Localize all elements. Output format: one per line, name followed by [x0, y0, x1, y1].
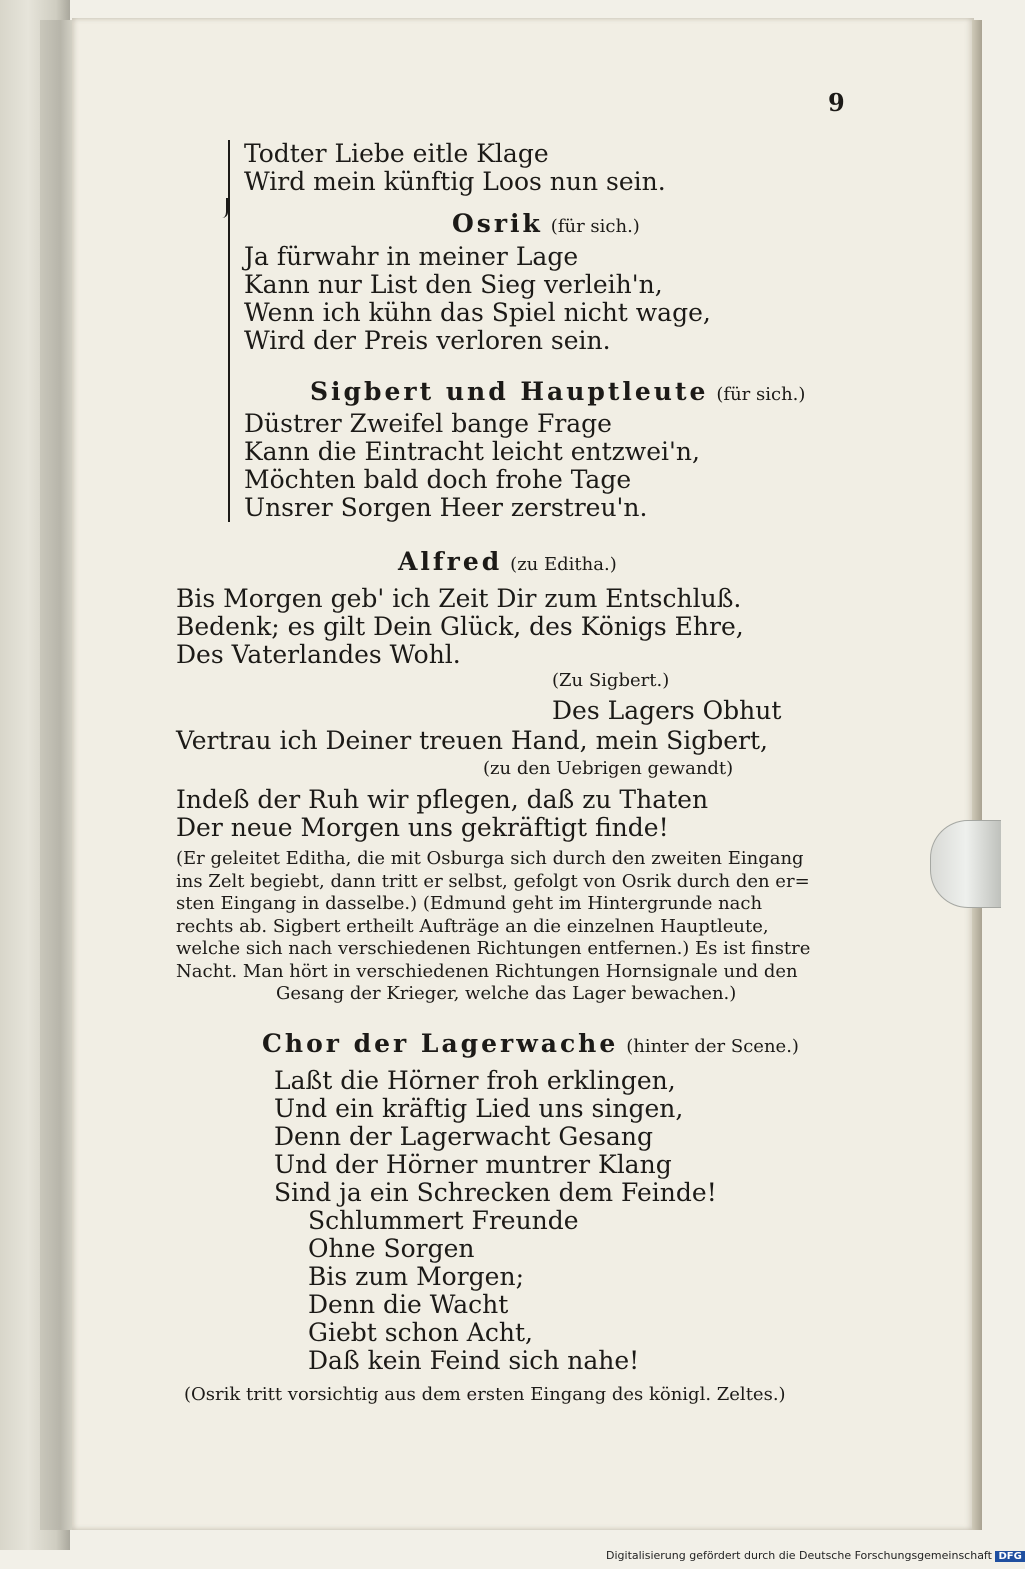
verse-line: Wird der Preis verloren sein.	[244, 326, 611, 355]
verse-line: Der neue Morgen uns gekräftigt finde!	[176, 813, 669, 842]
verse-line: Des Lagers Obhut	[552, 696, 782, 725]
dfg-logo: DFG	[995, 1551, 1024, 1562]
chor-lines	[274, 1067, 717, 1207]
page-number: 9	[828, 88, 845, 117]
verse-line: Und der Hörner muntrer Klang	[274, 1150, 672, 1179]
speaker-heading	[310, 378, 805, 409]
chor-refrain	[308, 1207, 639, 1375]
verse-line: Todter Liebe eitle Klage	[244, 139, 549, 168]
verse-line: Kann die Eintracht leicht entzwei'n,	[244, 437, 700, 466]
speaker-note: (für sich.)	[716, 384, 806, 405]
osrik-lines	[244, 243, 711, 355]
direction-line: welche sich nach verschiedenen Richtungen entfernen.) Es ist finstre	[176, 938, 811, 959]
speaker-heading	[262, 1030, 799, 1061]
speaker-heading	[452, 210, 640, 241]
stage-direction: (Osrik tritt vorsichtig aus dem ersten Eingang des königl. Zeltes.)	[184, 1384, 786, 1405]
verse-line: Giebt schon Acht,	[308, 1318, 533, 1347]
verse-line: Schlummert Freunde	[308, 1206, 579, 1235]
verse-line: Unsrer Sorgen Heer zerstreu'n.	[244, 493, 648, 522]
verse-line: Des Vaterlandes Wohl.	[176, 640, 461, 669]
verse-line: Möchten bald doch frohe Tage	[244, 465, 632, 494]
verse-line: Ohne Sorgen	[308, 1234, 475, 1263]
verse-line: Wenn ich kühn das Spiel nicht wage,	[244, 298, 711, 327]
direction-line: sten Eingang in dasselbe.) (Edmund geht im Hintergrunde nach	[176, 893, 763, 914]
verse-line: Und ein kräftig Lied uns singen,	[274, 1094, 684, 1123]
digitization-credit	[606, 1549, 1025, 1562]
verse-line: Wird mein künftig Loos nun sein.	[244, 167, 666, 196]
stage-note: (Zu Sigbert.)	[552, 670, 670, 691]
stage-note: (zu den Uebrigen gewandt)	[483, 758, 734, 779]
alfred-lines-2	[176, 786, 708, 842]
verse-line: Denn der Lagerwacht Gesang	[274, 1122, 653, 1151]
verse-line: Daß kein Feind sich nahe!	[308, 1346, 640, 1375]
verse-line: Denn die Wacht	[308, 1290, 509, 1319]
direction-line: ins Zelt begiebt, dann tritt er selbst, gefolgt von Osrik durch den er=	[176, 870, 810, 892]
verse-line: Laßt die Hörner froh erklingen,	[274, 1066, 676, 1095]
alfred-lines	[176, 585, 744, 669]
verse-line: Bis zum Morgen;	[308, 1262, 524, 1291]
ensemble-lines	[244, 140, 666, 196]
verse-line: Bis Morgen geb' ich Zeit Dir zum Entschluß.	[176, 584, 742, 613]
sigbert-lines	[244, 410, 700, 522]
verse-line: Düstrer Zweifel bange Frage	[244, 409, 612, 438]
speaker-name: Chor der Lagerwache	[262, 1029, 619, 1058]
speaker-note: (zu Editha.)	[510, 554, 617, 575]
verse-line: Kann nur List den Sieg verleih'n,	[244, 270, 663, 299]
page-edge	[972, 20, 982, 1530]
direction-line: Gesang der Krieger, welche das Lager bewachen.)	[276, 983, 737, 1004]
direction-line: rechts ab. Sigbert ertheilt Aufträge an die einzelnen Hauptleute,	[176, 915, 769, 937]
verse-line: Ja fürwahr in meiner Lage	[244, 242, 579, 271]
book-gutter	[40, 20, 74, 1530]
page-clip	[930, 820, 1001, 908]
speaker-name: Sigbert und Hauptleute	[310, 377, 709, 406]
verse-line: Vertrau ich Deiner treuen Hand, mein Sigbert,	[176, 726, 768, 755]
credit-text: Digitalisierung gefördert durch die Deutsche Forschungsgemeinschaft	[606, 1549, 992, 1562]
speaker-name: Alfred	[398, 547, 503, 576]
direction-line: (Er geleitet Editha, die mit Osburga sich durch den zweiten Eingang	[176, 848, 804, 869]
verse-line: Indeß der Ruh wir pflegen, daß zu Thaten	[176, 785, 709, 814]
verse-line: Sind ja ein Schrecken dem Feinde!	[274, 1178, 717, 1207]
direction-line: Nacht. Man hört in verschiedenen Richtungen Hornsignale und den	[176, 960, 798, 982]
stage-direction	[176, 848, 810, 1006]
speaker-heading	[398, 548, 617, 579]
speaker-note: (hinter der Scene.)	[626, 1036, 799, 1057]
ensemble-bracket	[228, 140, 240, 522]
verse-line: Bedenk; es gilt Dein Glück, des Königs Ehre,	[176, 612, 744, 641]
speaker-note: (für sich.)	[550, 216, 640, 237]
speaker-name: Osrik	[452, 209, 543, 238]
